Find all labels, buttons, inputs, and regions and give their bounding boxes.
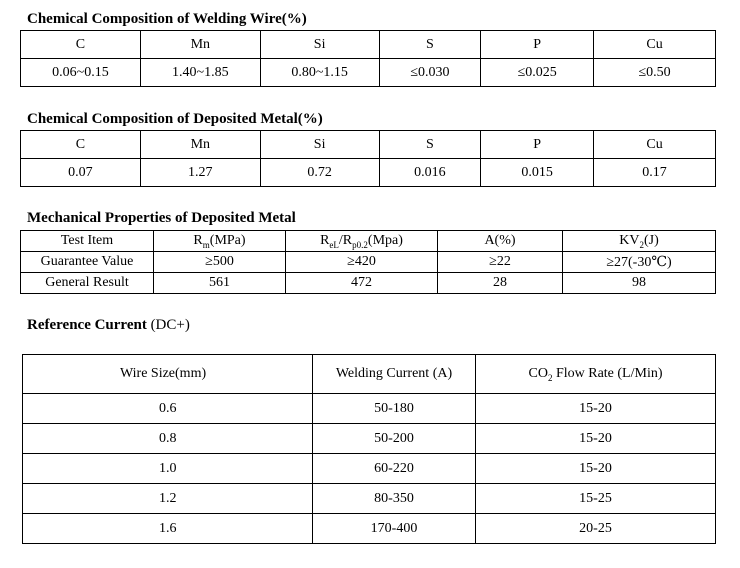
table-row — [23, 514, 716, 544]
value-cell: ≥27(-30℃) — [563, 252, 716, 273]
header-cell: P — [481, 31, 594, 59]
wire-size-cell: 0.6 — [23, 394, 313, 424]
header-cell: Cu — [594, 131, 716, 159]
kv-subscript: 2 — [639, 239, 644, 250]
value-cell: 28 — [438, 273, 563, 294]
rel-subscript: eL — [329, 239, 339, 250]
table-row — [21, 252, 716, 273]
header-welding-current: Welding Current (A) — [313, 355, 476, 394]
rel-unit: (Mpa) — [367, 232, 403, 248]
header-wire-size: Wire Size(mm) — [23, 355, 313, 394]
value-cell: 98 — [563, 273, 716, 294]
value-cell: 0.07 — [21, 159, 141, 187]
flow-cell: 15-20 — [476, 454, 716, 484]
value-cell: 0.06~0.15 — [21, 59, 141, 87]
header-cell: S — [379, 131, 481, 159]
wire-size-cell: 0.8 — [23, 424, 313, 454]
mechanical-properties-table — [20, 230, 716, 294]
rm-unit: (MPa) — [209, 232, 246, 248]
wire-composition-table — [20, 30, 716, 87]
table-header-row — [21, 131, 716, 159]
table-row — [23, 394, 716, 424]
table-row — [23, 454, 716, 484]
header-cell: C — [21, 31, 141, 59]
table-row — [21, 273, 716, 294]
co2-subscript: 2 — [547, 372, 553, 383]
current-cell: 170-400 — [313, 514, 476, 544]
header-cell: Mn — [140, 31, 260, 59]
wire-size-cell: 1.2 — [23, 484, 313, 514]
row-label: General Result — [21, 273, 154, 294]
flow-rate-label: Flow Rate (L/Min) — [552, 365, 663, 381]
value-cell: ≤0.030 — [379, 59, 481, 87]
value-cell: 0.80~1.15 — [260, 59, 379, 87]
wire-size-cell: 1.0 — [23, 454, 313, 484]
header-a: A(%) — [438, 231, 563, 252]
kv-symbol: KV — [619, 232, 640, 248]
reference-current-suffix: (DC+) — [146, 317, 190, 333]
rp-subscript: p0.2 — [352, 239, 368, 250]
rm-subscript: m — [202, 239, 210, 250]
value-cell: 1.27 — [140, 159, 260, 187]
deposited-composition-table — [20, 130, 716, 187]
deposited-composition-title: Chemical Composition of Deposited Metal(%) — [27, 111, 323, 127]
flow-cell: 15-20 — [476, 394, 716, 424]
co2-symbol: CO — [528, 365, 548, 381]
value-cell: 472 — [286, 273, 438, 294]
header-cell: S — [379, 31, 481, 59]
row-label: Guarantee Value — [21, 252, 154, 273]
header-flow-rate — [476, 355, 716, 394]
value-cell: 0.015 — [481, 159, 594, 187]
value-cell: ≤0.50 — [594, 59, 716, 87]
wire-size-cell: 1.6 — [23, 514, 313, 544]
flow-cell: 20-25 — [476, 514, 716, 544]
table-row — [23, 484, 716, 514]
mechanical-properties-title: Mechanical Properties of Deposited Metal — [27, 210, 296, 226]
header-rel — [286, 231, 438, 252]
header-rm — [154, 231, 286, 252]
value-cell: ≥500 — [154, 252, 286, 273]
flow-cell: 15-20 — [476, 424, 716, 454]
rel-symbol: R — [320, 232, 330, 248]
rel-separator: /R — [338, 232, 353, 248]
header-cell: Si — [260, 31, 379, 59]
reference-current-title — [27, 317, 190, 334]
table-header-row — [21, 231, 716, 252]
kv-unit: (J) — [643, 232, 659, 248]
value-cell: ≥420 — [286, 252, 438, 273]
current-cell: 60-220 — [313, 454, 476, 484]
current-cell: 50-200 — [313, 424, 476, 454]
current-cell: 50-180 — [313, 394, 476, 424]
value-cell: 1.40~1.85 — [140, 59, 260, 87]
table-row — [23, 424, 716, 454]
reference-current-label: Reference Current — [27, 317, 147, 333]
table-row — [21, 159, 716, 187]
value-cell: ≤0.025 — [481, 59, 594, 87]
rm-symbol: R — [193, 232, 203, 248]
value-cell: ≥22 — [438, 252, 563, 273]
value-cell: 561 — [154, 273, 286, 294]
header-cell: C — [21, 131, 141, 159]
value-cell: 0.016 — [379, 159, 481, 187]
table-header-row — [23, 355, 716, 394]
table-header-row — [21, 31, 716, 59]
wire-composition-title: Chemical Composition of Welding Wire(%) — [27, 11, 307, 27]
header-cell: Si — [260, 131, 379, 159]
header-cell: Mn — [140, 131, 260, 159]
flow-cell: 15-25 — [476, 484, 716, 514]
header-kv — [563, 231, 716, 252]
current-cell: 80-350 — [313, 484, 476, 514]
header-test-item: Test Item — [21, 231, 154, 252]
table-row — [21, 59, 716, 87]
value-cell: 0.17 — [594, 159, 716, 187]
value-cell: 0.72 — [260, 159, 379, 187]
reference-current-table — [22, 354, 716, 544]
header-cell: Cu — [594, 31, 716, 59]
header-cell: P — [481, 131, 594, 159]
